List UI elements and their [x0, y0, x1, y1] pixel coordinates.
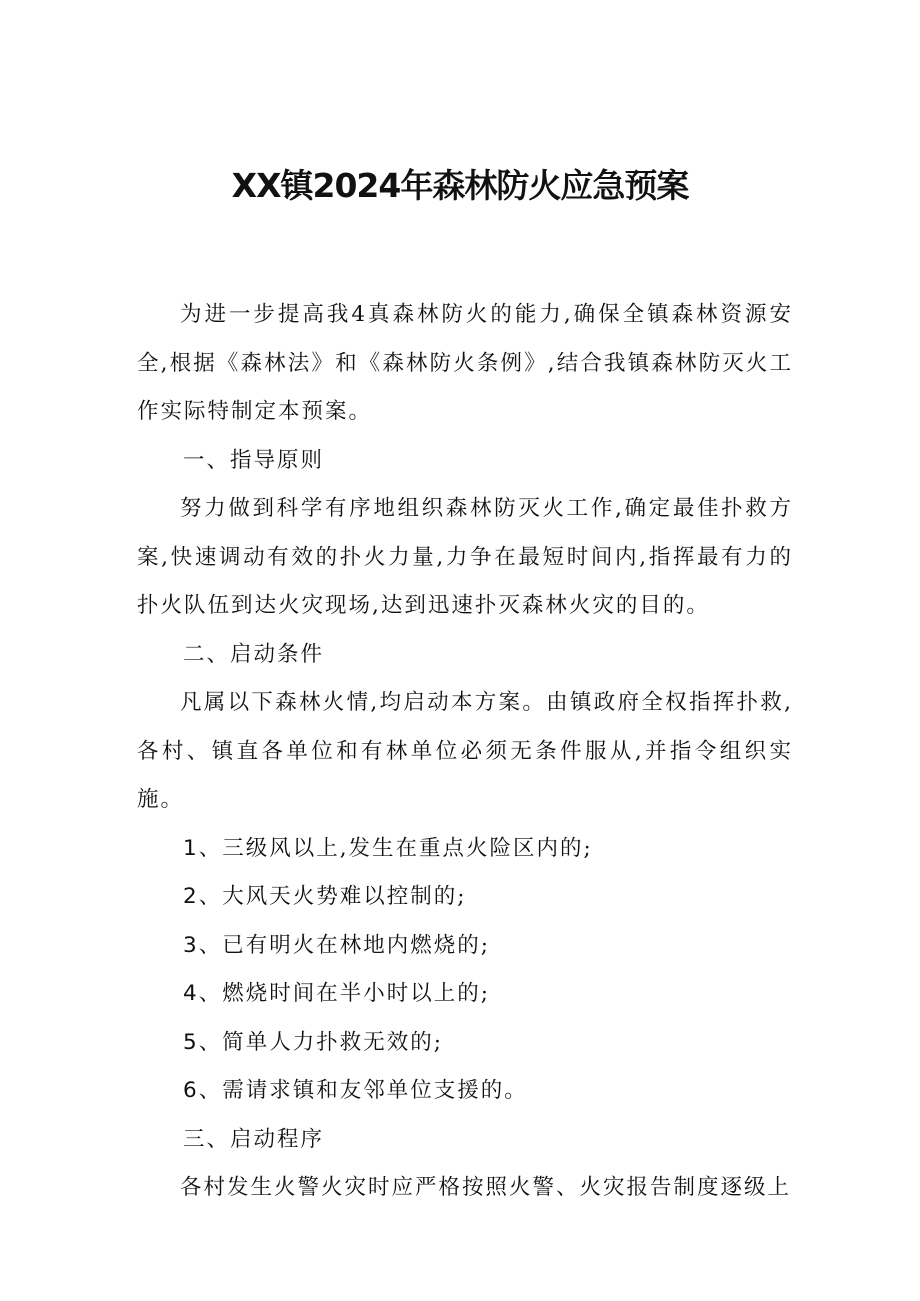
- section-heading-activation-procedure: 三、启动程序: [183, 1126, 325, 1152]
- condition-list: [137, 825, 793, 1116]
- list-item: [137, 825, 793, 874]
- list-item-number: 6: [183, 1078, 199, 1103]
- document-body: [137, 291, 793, 1213]
- list-item-number: 4: [183, 981, 199, 1006]
- list-item-number: 2: [183, 884, 199, 909]
- list-item: [137, 1067, 793, 1116]
- list-item-text: 、大风天火势难以控制的;: [198, 884, 467, 909]
- section-heading-guiding-principles: 一、指导原则: [183, 447, 325, 473]
- list-item-number: 3: [183, 932, 199, 958]
- list-item: [137, 970, 793, 1019]
- section-paragraph-activation-procedure: 各村发生火警火灾时应严格按照火警、火灾报告制度逐级上: [180, 1175, 792, 1200]
- list-item: [137, 1019, 793, 1068]
- list-item-text: 、简单人力扑救无效的;: [198, 1029, 443, 1055]
- list-item: [137, 922, 793, 971]
- intro-paragraph: 为进一步提高我4真森林防火的能力,确保全镇森林资源安全,根据《森林法》和《森林防火条例》,结合我镇森林防灭火工作实际特制定本预案。: [137, 302, 793, 424]
- list-item-text: 、需请求镇和友邻单位支援的。: [198, 1078, 528, 1103]
- section-paragraph-activation-conditions: 凡属以下森林火情,均启动本方案。由镇政府全权指挥扑救,各村、镇直各单位和有林单位必须无条件服从,并指令组织实施。: [137, 690, 793, 812]
- list-item-number: 5: [183, 1029, 199, 1055]
- section-paragraph-guiding-principles: 努力做到科学有序地组织森林防灭火工作,确定最佳扑救方案,快速调动有效的扑火力量,力争在最短时间内,指挥最有力的扑火队伍到达火灾现场,达到迅速扑灭森林火灾的目的。: [137, 496, 793, 618]
- list-item: [137, 873, 793, 922]
- section-heading-activation-conditions: 二、启动条件: [183, 641, 325, 667]
- document-title: XX镇2024年森林防火应急预案: [231, 166, 689, 205]
- list-item-text: 、燃烧时间在半小时以上的;: [198, 981, 490, 1006]
- list-item-text: 、已有明火在林地内燃烧的;: [198, 932, 490, 958]
- list-item-text: 、三级风以上,发生在重点火险区内的;: [198, 835, 593, 861]
- list-item-number: 1: [183, 835, 199, 861]
